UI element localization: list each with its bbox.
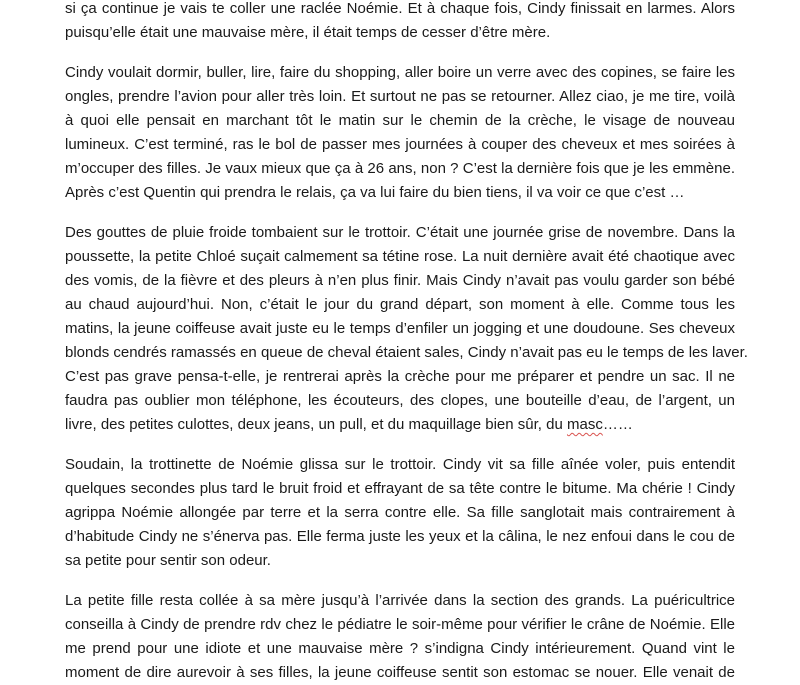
text-line: Après c’est Quentin qui prendra le relais, ça va lui faire du bien tiens, il va voir ce que c’est … [65,184,685,201]
text-line: matins, la jeune coiffeuse avait juste eu le temps d’enfiler un jogging et une doudoune. Ses cheveux [65,320,735,337]
text-line: Soudain, la trottinette de Noémie glissa sur le trottoir. Cindy vit sa fille aînée voler, puis entendit [65,456,735,473]
text-line: La petite fille resta collée à sa mère jusqu’à l’arrivée dans la section des grands. La puéricultrice [65,592,735,609]
text-line: C’est pas grave pensa-t-elle, je rentrerai après la crèche pour me préparer et pendre un sac. Il ne [65,368,735,385]
text-line: blonds cendrés ramassés en queue de cheval étaient sales, Cindy n’avait pas eu le temps de les laver. [65,344,748,361]
text-line: ongles, prendre l’avion pour aller très loin. Et surtout ne pas se retourner. Allez ciao, je me tire, voilà [65,88,735,105]
text-line: me prend pour une idiote et une mauvaise mère ? s’indigna Cindy intérieurement. Quand vint le [65,640,735,657]
text-line: conseilla à Cindy de prendre rdv chez le pédiatre le soir-même pour vérifier le crâne de Noémie. Elle [65,616,735,633]
text-line: puisqu’elle était une mauvaise mère, il était temps de cesser d’être mère. [65,24,551,41]
text-line: poussette, la petite Chloé suçait calmement sa tétine rose. La nuit dernière avait été chaotique avec [65,248,735,265]
text-line: Cindy voulait dormir, buller, lire, faire du shopping, aller boire un verre avec des copines, se faire les [65,64,735,81]
text-line: faudra pas oublier mon téléphone, les écouteurs, des clopes, une bouteille d’eau, de l’argent, un [65,392,735,409]
text-line: lumineux. C’est terminé, ras le bol de passer mes journées à couper des cheveux et mes soirées à [65,136,735,153]
spellcheck-marked-word[interactable]: masc [566,416,603,433]
text-line: quelques secondes plus tard le bruit froid et effrayant de sa tête contre le bitume. Ma chérie ! Cindy [65,480,735,497]
text-line-spellchecked: livre, des petites culottes, deux jeans, un pull, et du maquillage bien sûr, du masc…… [65,416,633,433]
text-line: à quoi elle pensait en marchant tôt le matin sur le chemin de la crèche, le visage de nouveau [65,112,735,129]
text-line: d’habitude Cindy ne s’énerva pas. Elle ferma juste les yeux et la câlina, le nez enfoui dans le cou de [65,528,735,545]
text-line: Des gouttes de pluie froide tombaient sur le trottoir. C’était une journée grise de novembre. Dans la [65,224,735,241]
text-line: au chaud aujourd’hui. Non, c’était le jour du grand départ, son moment à elle. Comme tous les [65,296,735,313]
text-line: m’occuper des filles. Je vaux mieux que ça à 26 ans, non ? C’est la dernière fois que je les emmène. [65,160,735,177]
text-line: agrippa Noémie allongée par terre et la serra contre elle. Sa fille sanglotait mais contrairement à [65,504,735,521]
text-line: moment de dire aurevoir à ses filles, la jeune coiffeuse sentit son estomac se nouer. Elle venait de [65,664,735,681]
text-line: si ça continue je vais te coller une raclée Noémie. Et à chaque fois, Cindy finissait en larmes. Alors [65,0,735,17]
text-line: sa petite pour sentir son odeur. [65,552,271,569]
text-line: des vomis, de la fièvre et des pleurs à n’en plus finir. Mais Cindy n’avait pas voulu garder son bébé [65,272,735,289]
